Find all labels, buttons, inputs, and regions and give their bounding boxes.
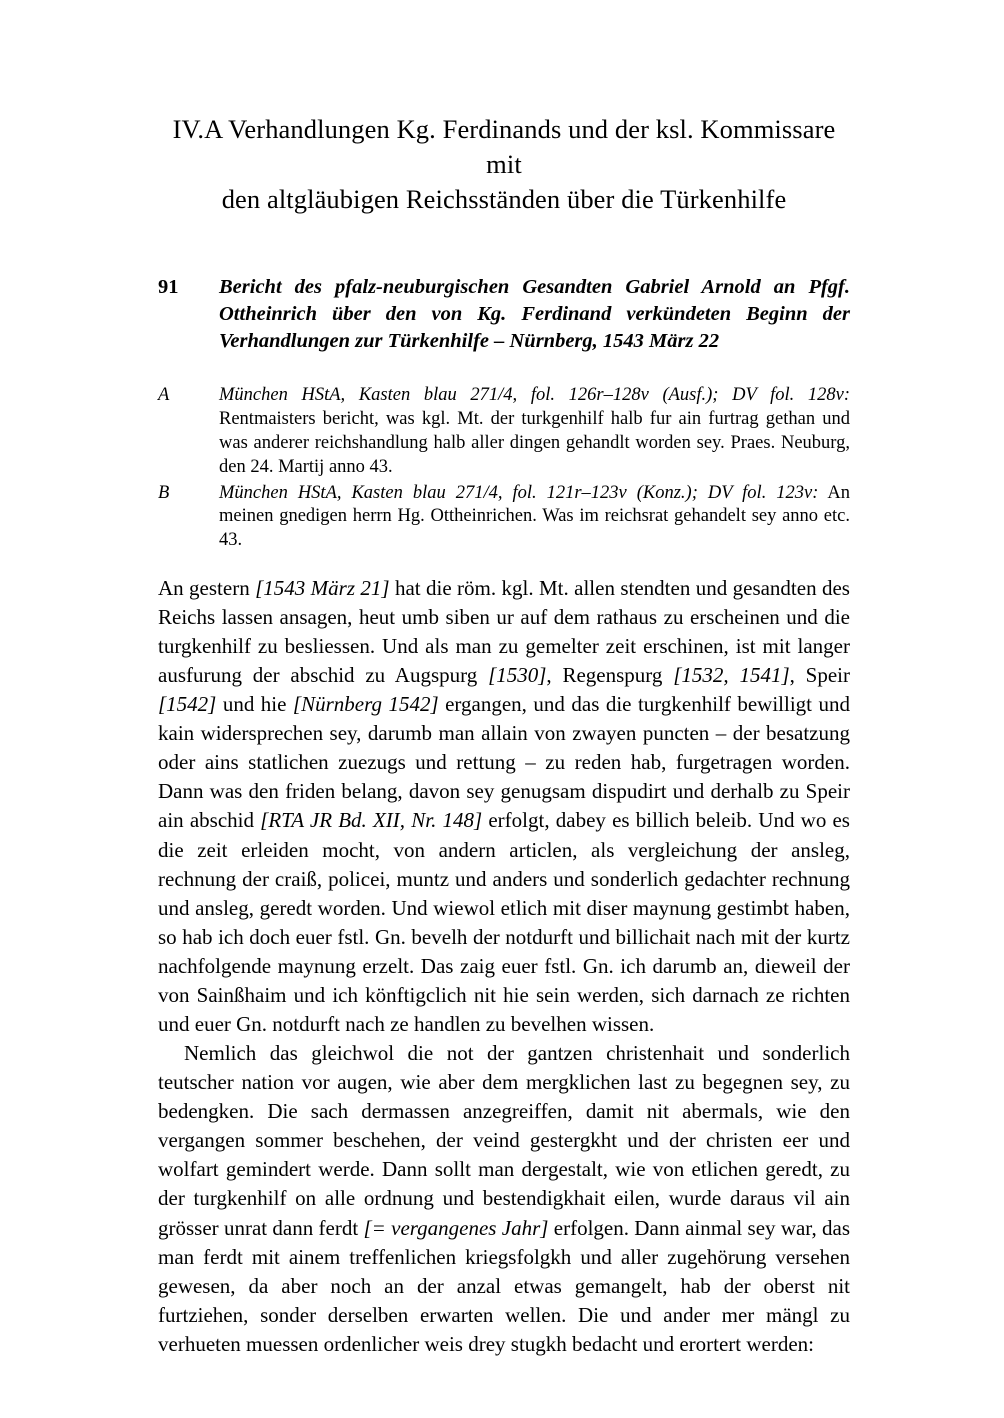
text-run: , Speir	[789, 663, 851, 688]
editorial-note: [1530]	[488, 663, 547, 688]
text-run: An gestern	[158, 575, 256, 600]
editorial-note: [1543 März 21]	[255, 575, 390, 600]
editorial-note: [1542]	[158, 692, 217, 717]
text-run: ergangen, und das die turgkenhilf bewilligt und kain widersprechen sey, darumb man allain von zwayen puncten – der besatzung oder ains statlichen zuezugs und rettung – zu reden hab, furgetragen worden. Dann was den friden belang, davon sey genugsam dispudirt und derhalb zu Speir ain abschid	[158, 692, 850, 833]
document-heading	[158, 274, 850, 356]
editorial-note: [RTA JR Bd. XII, Nr. 148]	[260, 808, 483, 833]
text-run: , Regenspurg	[546, 663, 674, 688]
editorial-note: [= vergangenes Jahr]	[363, 1215, 549, 1240]
page-content	[158, 0, 850, 1359]
source-entry	[158, 482, 850, 553]
text-run: und hie	[216, 692, 293, 717]
document-title: Bericht des pfalz-neuburgischen Gesandten Gabriel Arnold an Pfgf. Ottheinrich über den von Kg. Ferdinand verkündeten Beginn der Verhandlungen zur Türkenhilfe – Nürnberg, 1543 März 22	[219, 275, 850, 353]
text-run: hat die röm. kgl. Mt. allen stendten und gesandten des Reichs lassen ansagen, heut umb siben ur auf dem rathaus zu erscheinen und die turgkenhilf zu besliessen. Und als man zu gemelter zeit erschinen, ist mit langer ausfurung der abschid zu Augspurg	[158, 575, 850, 688]
editorial-note: [1532, 1541]	[673, 663, 790, 688]
source-sigil: B	[158, 482, 170, 503]
body-paragraph-1	[158, 574, 850, 1039]
text-run: erfolgt, dabey es billich beleib. Und wo es die zeit erleiden mocht, von andern articlen, als vergleichung der ansleg, rechnung der craiß, policei, muntz und anders und sonderlich gedachter rechnung und ansleg, geredt worden. Und wiewol etlich mit diser maynung gestimbt haben, so hab ich doch euer fstl. Gn. bevelh der notdurft und billichait nach mit der kurtz nachfolgende maynung erzelt. Das zaig euer fstl. Gn. ich darumb an, dieweil der von Sainßhaim und ich könftigclich nit hie sein werden, sich darnach ze richten und euer Gn. notdurft nach ze handlen zu bevelhen wissen.	[158, 808, 850, 1036]
body-paragraph-2	[158, 1039, 850, 1359]
editorial-note: [Nürnberg 1542]	[292, 692, 439, 717]
document-body	[158, 574, 850, 1359]
source-reference: München HStA, Kasten blau 271/4, fol. 126r–128v (Ausf.); DV fol. 128v:	[219, 385, 850, 406]
section-title-line-1: IV.A Verhandlungen Kg. Ferdinands und der ksl. Kommissare mit	[172, 114, 836, 180]
document-number: 91	[158, 275, 179, 298]
source-description: Rentmaisters bericht, was kgl. Mt. der turkgenhilf halb fur ain furtrag gethan und was anderer reichshandlung halb aller dingen gehandlt worden sey. Praes. Neuburg, den 24. Martij anno 43.	[219, 409, 850, 477]
section-title	[158, 112, 850, 218]
source-description: An meinen gnedigen herrn Hg. Ottheinrichen. Was im reichsrat gehandelt sey anno etc. 43.	[219, 482, 850, 551]
text-run: Nemlich das gleichwol die not der gantzen christenhait und sonderlich teutscher nation vor augen, wie aber dem mergklichen last zu begegnen sey, zu bedengken. Die sach dermassen anzegreiffen, damit nit abermals, wie den vergangen sommer beschehen, der veind gestergkht und der christen eer und wolfart gemindert werde. Dann sollt man dergestalt, wie von etlichen geredt, zu der turgkenhilf on alle ordnung und bestendigkhait eilen, wurde daraus vil ain grösser unrat dann ferdt	[158, 1041, 850, 1240]
source-reference: München HStA, Kasten blau 271/4, fol. 121r–123v (Konz.); DV fol. 123v:	[219, 482, 819, 503]
source-sigil: A	[158, 385, 170, 406]
source-entry	[158, 384, 850, 479]
text-run: erfolgen. Dann ainmal sey war, das man ferdt mit ainem treffenlichen kriegsfolgkh und aller zugehörung versehen gewesen, da aber noch an der anzal etwas gemangelt, hab der oberst nit furtziehen, sonder derselben erwarten wellen. Die und ander mer mängl zu verhueten muessen ordenlicher weis drey stugkh bedacht und erortert werden:	[158, 1215, 850, 1356]
source-apparatus	[158, 384, 850, 552]
section-title-line-2: den altgläubigen Reichsständen über die Türkenhilfe	[221, 184, 787, 215]
